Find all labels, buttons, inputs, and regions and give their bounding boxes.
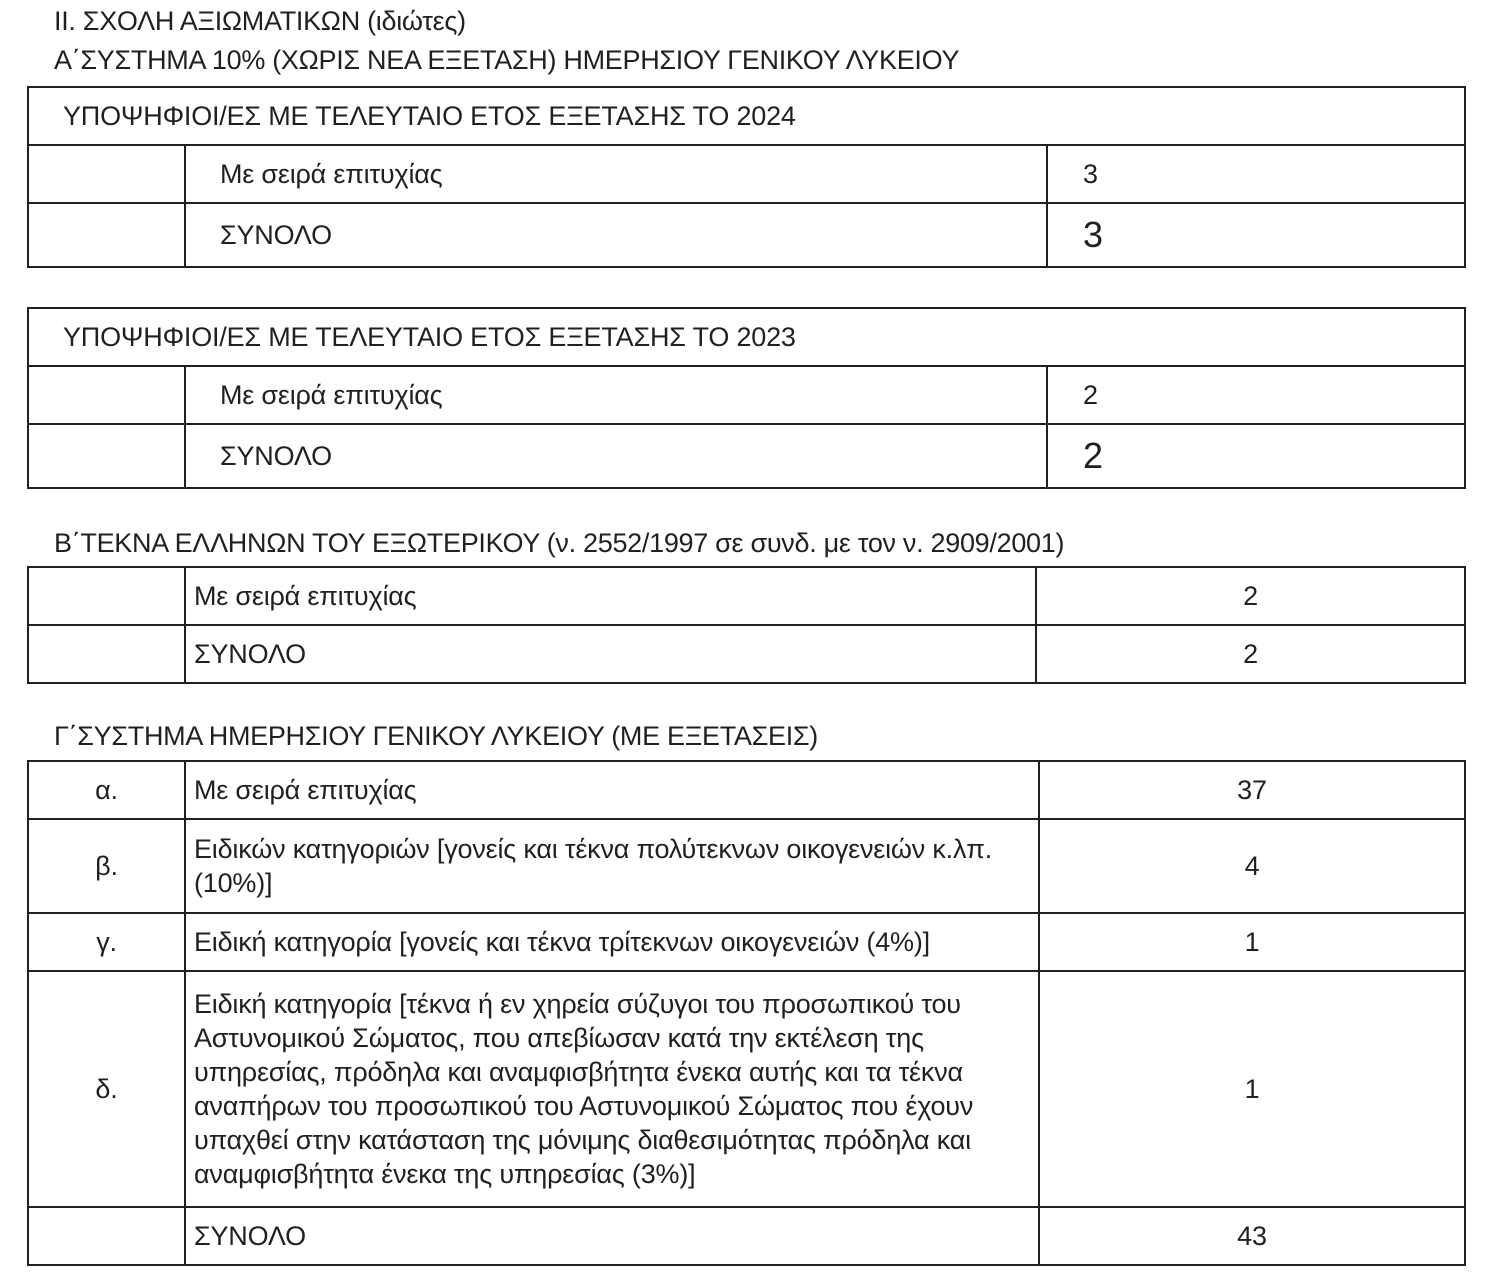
- row-label: Ειδική κατηγορία [γονείς και τέκνα τρίτεκνων οικογενειών (4%)]: [185, 913, 1039, 971]
- total-label: ΣΥΝΟΛΟ: [185, 625, 1036, 683]
- total-value: 3: [1047, 203, 1465, 267]
- empty-cell: [28, 203, 185, 267]
- empty-cell: [28, 366, 185, 424]
- total-label: ΣΥΝΟΛΟ: [185, 1207, 1039, 1265]
- empty-cell: [28, 145, 185, 203]
- row-label: Ειδικών κατηγοριών [γονείς και τέκνα πολύτεκνων οικογενειών κ.λπ. (10%)]: [185, 819, 1039, 913]
- table-2024: [27, 86, 1466, 268]
- total-value: 43: [1039, 1207, 1465, 1265]
- table-2023: [27, 307, 1466, 489]
- row-label: Με σειρά επιτυχίας: [185, 366, 1047, 424]
- row-label: Με σειρά επιτυχίας: [185, 761, 1039, 819]
- table-section-b: [27, 566, 1466, 684]
- total-value: 2: [1047, 424, 1465, 488]
- row-value: 2: [1047, 366, 1465, 424]
- total-label: ΣΥΝΟΛΟ: [185, 424, 1047, 488]
- row-value: 4: [1039, 819, 1465, 913]
- empty-cell: [28, 625, 185, 683]
- table-row: [28, 366, 1465, 424]
- section-a-title: Α΄ΣΥΣΤΗΜΑ 10% (ΧΩΡΙΣ ΝΕΑ ΕΞΕΤΑΣΗ) ΗΜΕΡΗΣΙΟΥ ΓΕΝΙΚΟΥ ΛΥΚΕΙΟΥ: [54, 45, 960, 75]
- row-value: 1: [1039, 913, 1465, 971]
- table-row: [28, 625, 1465, 683]
- row-letter: α.: [28, 761, 185, 819]
- school-title: II. ΣΧΟΛΗ ΑΞΙΩΜΑΤΙΚΩΝ (ιδιώτες): [54, 6, 466, 36]
- total-label: ΣΥΝΟΛΟ: [185, 203, 1047, 267]
- table-2023-header: ΥΠΟΨΗΦΙΟΙ/ΕΣ ΜΕ ΤΕΛΕΥΤΑΙΟ ΕΤΟΣ ΕΞΕΤΑΣΗΣ ΤΟ 2023: [28, 308, 1465, 366]
- row-letter: [28, 1207, 185, 1265]
- row-value: 1: [1039, 971, 1465, 1207]
- table-row: [28, 203, 1465, 267]
- table-2024-header: ΥΠΟΨΗΦΙΟΙ/ΕΣ ΜΕ ΤΕΛΕΥΤΑΙΟ ΕΤΟΣ ΕΞΕΤΑΣΗΣ ΤΟ 2024: [28, 87, 1465, 145]
- row-value: 37: [1039, 761, 1465, 819]
- row-label: Με σειρά επιτυχίας: [185, 567, 1036, 625]
- total-value: 2: [1036, 625, 1465, 683]
- empty-cell: [28, 424, 185, 488]
- row-letter: δ.: [28, 971, 185, 1207]
- table-row: [28, 1207, 1465, 1265]
- table-row: [28, 819, 1465, 913]
- table-row: [28, 913, 1465, 971]
- row-letter: β.: [28, 819, 185, 913]
- row-label: Με σειρά επιτυχίας: [185, 145, 1047, 203]
- row-value: 2: [1036, 567, 1465, 625]
- table-section-c: [27, 760, 1466, 1266]
- table-row: [28, 567, 1465, 625]
- table-row: [28, 761, 1465, 819]
- empty-cell: [28, 567, 185, 625]
- table-row: [28, 971, 1465, 1207]
- row-letter: γ.: [28, 913, 185, 971]
- section-b-title: Β΄ΤΕΚΝΑ ΕΛΛΗΝΩΝ ΤΟΥ ΕΞΩΤΕΡΙΚΟΥ (ν. 2552/1997 σε συνδ. με τον ν. 2909/2001): [54, 528, 1065, 558]
- section-c-title: Γ΄ΣΥΣΤΗΜΑ ΗΜΕΡΗΣΙΟΥ ΓΕΝΙΚΟΥ ΛΥΚΕΙΟΥ (ΜΕ ΕΞΕΤΑΣΕΙΣ): [54, 721, 818, 751]
- row-label: Ειδική κατηγορία [τέκνα ή εν χηρεία σύζυγοι του προσωπικού του Αστυνομικού Σώματος, που απεβίωσαν κατά την εκτέλεση της υπηρεσίας, πρόδηλα και αναμφισβήτητα ένεκα αυτής και τα τέκνα αναπήρων του προσωπικού του Αστυνομικού Σώματος που έχουν υπαχθεί στην κατάσταση της μόνιμης διαθεσιμότητας πρόδηλα και αναμφισβήτητα ένεκα της υπηρεσίας (3%)]: [185, 971, 1039, 1207]
- table-row: [28, 424, 1465, 488]
- table-row: [28, 145, 1465, 203]
- row-value: 3: [1047, 145, 1465, 203]
